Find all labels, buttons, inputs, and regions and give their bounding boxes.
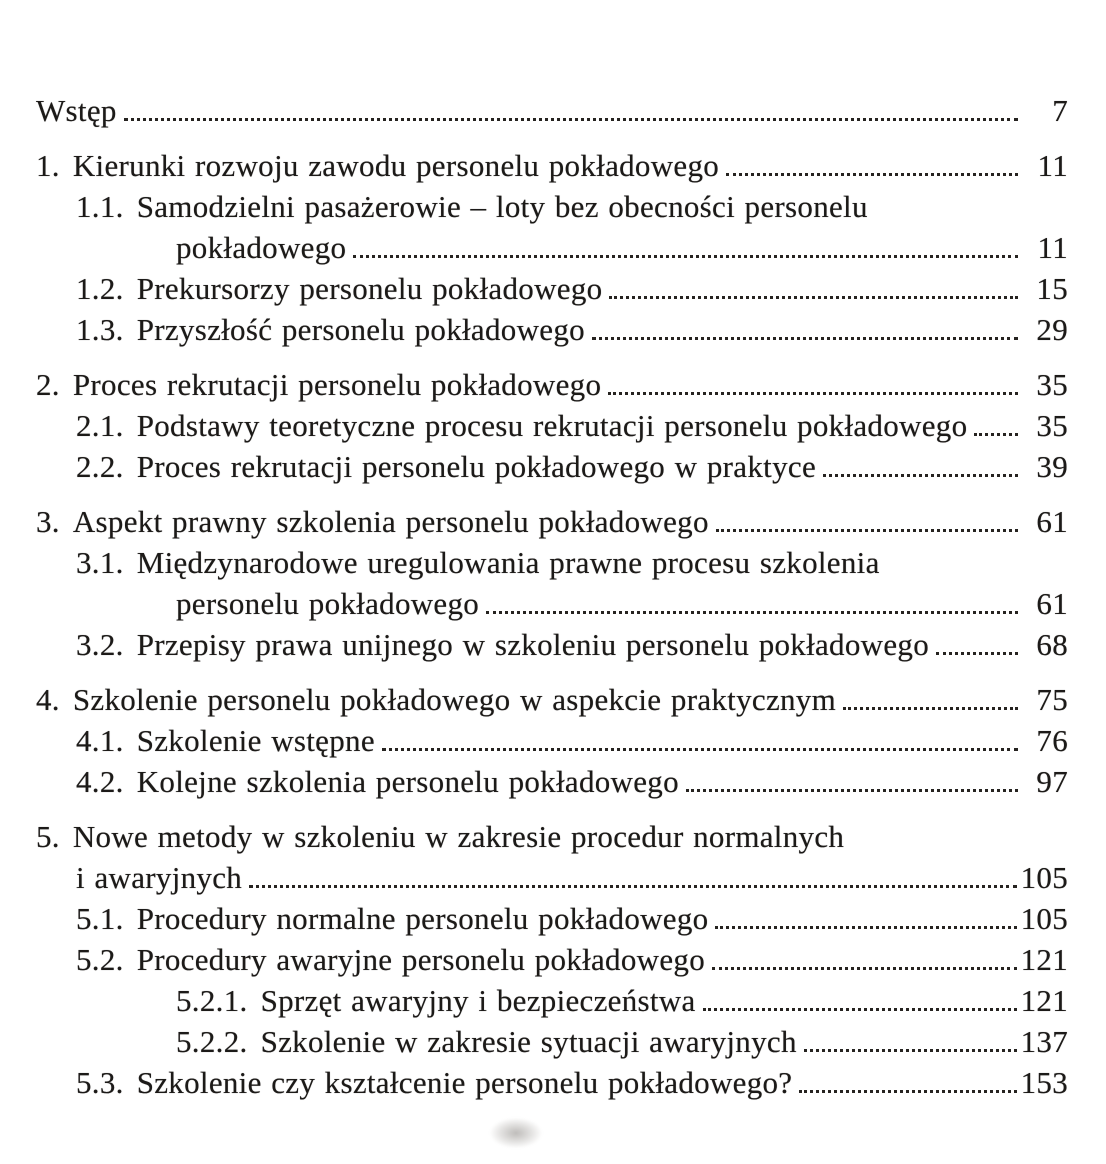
toc-entry-title: Samodzielni pasażerowie – loty bez obecności personelu bbox=[136, 189, 868, 224]
dot-leader bbox=[804, 1045, 1017, 1052]
toc-entry-number: 5.3. bbox=[76, 1065, 124, 1100]
toc-row bbox=[36, 309, 1068, 350]
toc-entry-title: Kolejne szkolenia personelu pokładowego bbox=[136, 764, 679, 799]
dot-leader bbox=[353, 251, 1018, 258]
toc-row bbox=[36, 90, 1068, 131]
toc-row bbox=[36, 1062, 1068, 1103]
dot-leader bbox=[823, 470, 1018, 477]
page-number: 105 bbox=[1020, 860, 1068, 895]
toc-entry-title: Międzynarodowe uregulowania prawne procesu szkolenia bbox=[136, 545, 880, 580]
page-number: 11 bbox=[1037, 230, 1068, 265]
page-number: 153 bbox=[1020, 1065, 1068, 1100]
toc-entry-number: 3. bbox=[36, 504, 60, 539]
toc-entry-title: Nowe metody w szkoleniu w zakresie procedur normalnych bbox=[72, 819, 845, 854]
toc-entry-title: Procedury awaryjne personelu pokładowego bbox=[136, 942, 705, 977]
toc-row bbox=[36, 939, 1068, 980]
toc-entry-number: 3.2. bbox=[76, 627, 124, 662]
page-number: 11 bbox=[1037, 148, 1068, 183]
toc-row bbox=[36, 583, 1068, 624]
toc-entry-number: 5.1. bbox=[76, 901, 124, 936]
toc-row bbox=[36, 446, 1068, 487]
toc-row bbox=[36, 624, 1068, 665]
toc-entry-number: 5.2.1. bbox=[176, 983, 248, 1018]
toc-entry-title: Kierunki rozwoju zawodu personelu pokładowego bbox=[72, 148, 720, 183]
toc-entry-number: 4.1. bbox=[76, 723, 124, 758]
toc-entry-title: Przepisy prawa unijnego w szkoleniu personelu pokładowego bbox=[136, 627, 930, 662]
toc-row bbox=[36, 679, 1068, 720]
dot-leader bbox=[609, 292, 1018, 299]
page-number: 75 bbox=[1036, 682, 1068, 717]
toc-entry-number: 1. bbox=[36, 148, 60, 183]
toc-entry-number: 5. bbox=[36, 819, 60, 854]
toc-entry-number: 1.3. bbox=[76, 312, 124, 347]
dot-leader bbox=[974, 429, 1018, 436]
dot-leader bbox=[715, 922, 1016, 929]
page-number: 137 bbox=[1020, 1024, 1068, 1059]
dot-leader bbox=[486, 607, 1018, 614]
page-number: 76 bbox=[1036, 723, 1068, 758]
toc-entry-title: Aspekt prawny szkolenia personelu pokładowego bbox=[72, 504, 709, 539]
dot-leader bbox=[592, 333, 1018, 340]
toc-entry-number: 2.1. bbox=[76, 408, 124, 443]
page-number: 121 bbox=[1020, 983, 1068, 1018]
dot-leader bbox=[799, 1086, 1016, 1093]
page-number: 61 bbox=[1036, 586, 1068, 621]
toc-row bbox=[36, 501, 1068, 542]
page-number: 61 bbox=[1036, 504, 1068, 539]
toc-entry-number: 5.2. bbox=[76, 942, 124, 977]
toc-entry-title: personelu pokładowego bbox=[176, 586, 480, 621]
toc-row bbox=[36, 186, 1068, 227]
page-number: 39 bbox=[1036, 449, 1068, 484]
toc-entry-title: Szkolenie personelu pokładowego w aspekcie praktycznym bbox=[72, 682, 837, 717]
toc-entry-number: 2.2. bbox=[76, 449, 124, 484]
dot-leader bbox=[686, 785, 1018, 792]
toc-entry-title: Szkolenie czy kształcenie personelu pokładowego? bbox=[136, 1065, 793, 1100]
page-number: 35 bbox=[1036, 408, 1068, 443]
toc-list bbox=[36, 90, 1068, 1103]
toc-entry-title: Podstawy teoretyczne procesu rekrutacji personelu pokładowego bbox=[136, 408, 968, 443]
dot-leader bbox=[712, 963, 1017, 970]
toc-entry-title: Prekursorzy personelu pokładowego bbox=[136, 271, 603, 306]
toc-entry-title: Sprzęt awaryjny i bezpieczeństwa bbox=[260, 983, 696, 1018]
page-number: 15 bbox=[1036, 271, 1068, 306]
scan-smudge-artifact bbox=[490, 1118, 542, 1148]
toc-entry-title: Szkolenie wstępne bbox=[136, 723, 375, 758]
toc-entry-number: 4. bbox=[36, 682, 60, 717]
toc-row bbox=[36, 1021, 1068, 1062]
page-number: 121 bbox=[1020, 942, 1068, 977]
toc-row bbox=[36, 816, 1068, 857]
dot-leader bbox=[726, 169, 1018, 176]
dot-leader bbox=[608, 388, 1018, 395]
dot-leader bbox=[703, 1004, 1017, 1011]
toc-row bbox=[36, 542, 1068, 583]
toc-entry-number: 1.1. bbox=[76, 189, 124, 224]
page-number: 105 bbox=[1020, 901, 1068, 936]
page-number: 68 bbox=[1036, 627, 1068, 662]
toc-row bbox=[36, 857, 1068, 898]
page-number: 35 bbox=[1036, 367, 1068, 402]
toc-entry-number: 1.2. bbox=[76, 271, 124, 306]
toc-entry-title: Proces rekrutacji personelu pokładowego w praktyce bbox=[136, 449, 816, 484]
dot-leader bbox=[843, 703, 1018, 710]
toc-row bbox=[36, 364, 1068, 405]
dot-leader bbox=[382, 744, 1018, 751]
toc-entry-title: Szkolenie w zakresie sytuacji awaryjnych bbox=[260, 1024, 797, 1059]
toc-entry-number: 3.1. bbox=[76, 545, 124, 580]
toc-row bbox=[36, 145, 1068, 186]
toc-row bbox=[36, 980, 1068, 1021]
dot-leader bbox=[124, 114, 1018, 121]
toc-row bbox=[36, 761, 1068, 802]
page-number: 29 bbox=[1036, 312, 1068, 347]
toc-entry-title: Proces rekrutacji personelu pokładowego bbox=[72, 367, 602, 402]
toc-row bbox=[36, 898, 1068, 939]
page-number: 7 bbox=[1052, 93, 1068, 128]
toc-entry-number: 2. bbox=[36, 367, 60, 402]
dot-leader bbox=[249, 881, 1017, 888]
toc-row bbox=[36, 227, 1068, 268]
toc-entry-title: i awaryjnych bbox=[76, 860, 243, 895]
toc-entry-number: 4.2. bbox=[76, 764, 124, 799]
toc-entry-title: Wstęp bbox=[36, 93, 117, 128]
toc-row bbox=[36, 405, 1068, 446]
page-number: 97 bbox=[1036, 764, 1068, 799]
toc-entry-title: pokładowego bbox=[176, 230, 347, 265]
dot-leader bbox=[936, 648, 1018, 655]
toc-entry-title: Przyszłość personelu pokładowego bbox=[136, 312, 585, 347]
toc-entry-title: Procedury normalne personelu pokładowego bbox=[136, 901, 709, 936]
toc-row bbox=[36, 268, 1068, 309]
toc-entry-number: 5.2.2. bbox=[176, 1024, 248, 1059]
toc-row bbox=[36, 720, 1068, 761]
dot-leader bbox=[716, 525, 1018, 532]
